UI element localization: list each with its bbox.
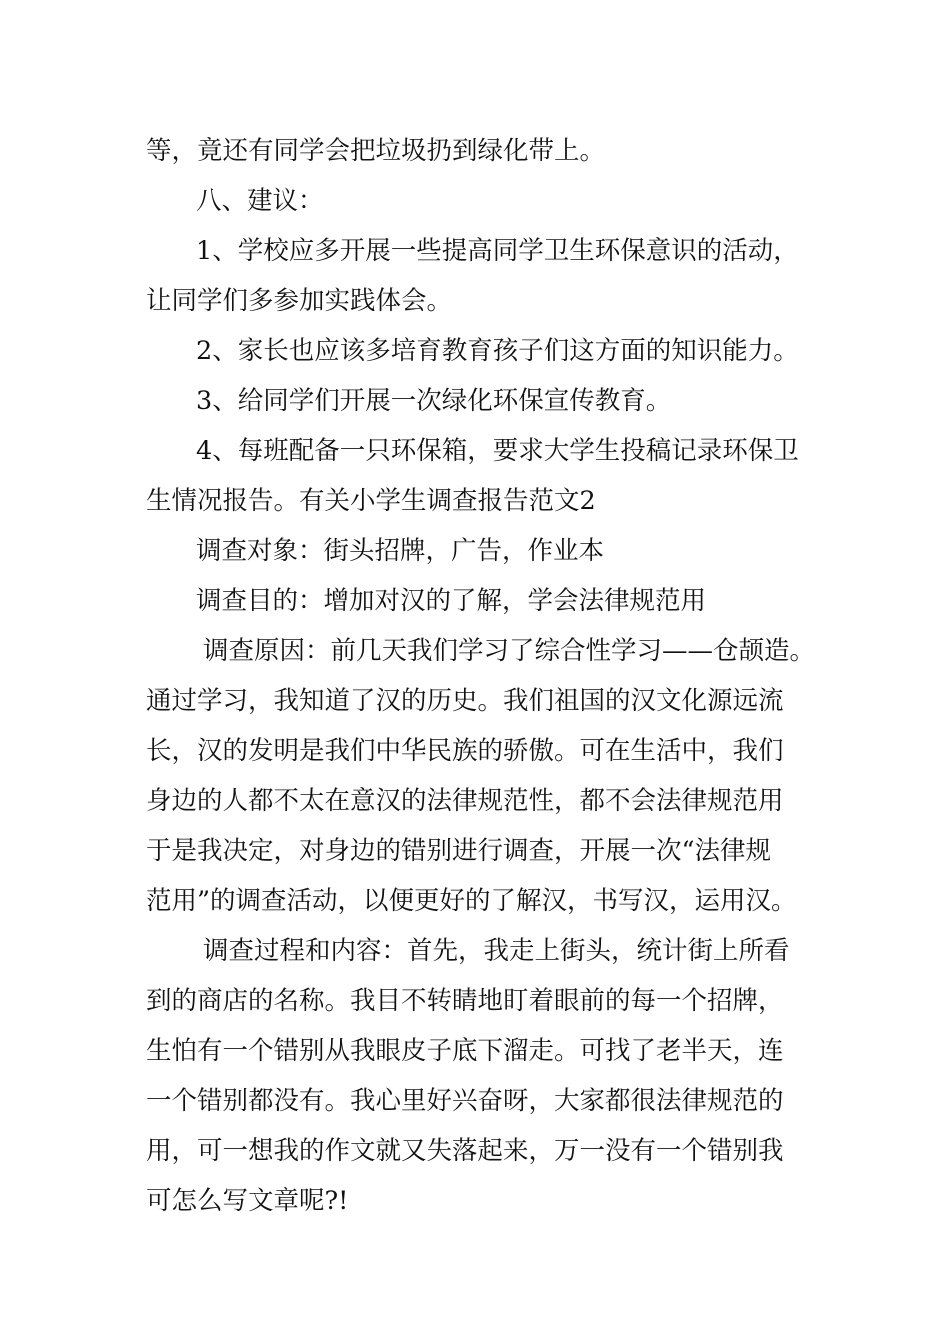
paragraph-line: 生怕有一个错别从我眼皮子底下溜走。可找了老半天，连 [146, 1036, 784, 1066]
paragraph-line: 身边的人都不太在意汉的法律规范性，都不会法律规范用 [146, 786, 784, 816]
paragraph-line: 用，可一想我的作文就又失落起来，万一没有一个错别我 [146, 1136, 784, 1166]
paragraph-line: 调查目的：增加对汉的了解，学会法律规范用 [196, 586, 707, 616]
paragraph-line: 生情况报告。有关小学生调查报告范文2 [146, 486, 596, 516]
paragraph-line: 调查过程和内容：首先，我走上街头，统计街上所看 [203, 936, 790, 966]
section-heading: 八、建议： [196, 186, 324, 216]
paragraph-line: 可怎么写文章呢?! [146, 1186, 349, 1216]
paragraph-line: 等，竟还有同学会把垃圾扔到绿化带上。 [146, 136, 606, 166]
paragraph-line: 调查对象：街头招牌，广告，作业本 [196, 536, 605, 566]
list-item: 1、学校应多开展一些提高同学卫生环保意识的活动， [196, 236, 799, 266]
paragraph-line: 一个错别都没有。我心里好兴奋呀，大家都很法律规范的 [146, 1086, 784, 1116]
paragraph-line: 让同学们多参加实践体会。 [146, 286, 453, 316]
list-item: 4、每班配备一只环保箱，要求大学生投稿记录环保卫 [196, 436, 799, 466]
paragraph-line: 范用”的调查活动，以便更好的了解汉，书写汉，运用汉。 [146, 886, 797, 916]
paragraph-line: 调查原因：前几天我们学习了综合性学习——仓颉造。 [203, 636, 816, 666]
paragraph-line: 通过学习，我知道了汉的历史。我们祖国的汉文化源远流 [146, 686, 784, 716]
list-item: 3、给同学们开展一次绿化环保宣传教育。 [196, 386, 672, 416]
paragraph-line: 到的商店的名称。我目不转睛地盯着眼前的每一个招牌， [146, 986, 784, 1016]
list-item: 2、家长也应该多培育教育孩子们这方面的知识能力。 [196, 336, 799, 366]
paragraph-line: 于是我决定，对身边的错别进行调查，开展一次“法律规 [146, 836, 772, 866]
paragraph-line: 长，汉的发明是我们中华民族的骄傲。可在生活中，我们 [146, 736, 784, 766]
